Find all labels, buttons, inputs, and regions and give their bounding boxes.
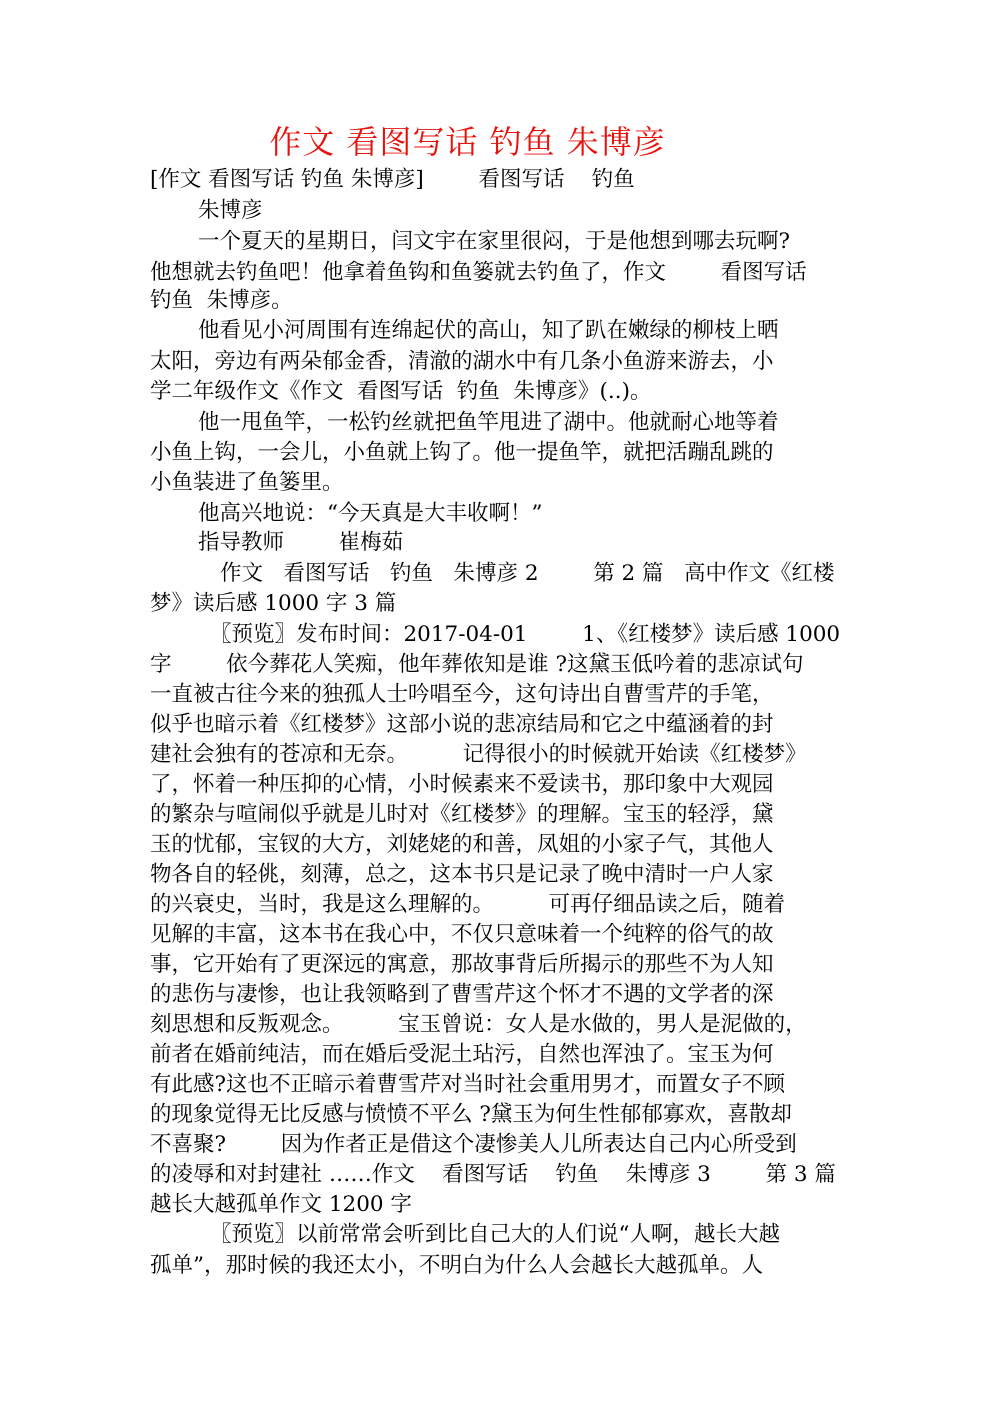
text-line: 的悲伤与凄惨，也让我领略到了曹雪芹这个怀才不遇的文学者的深 bbox=[150, 982, 774, 1007]
text-line: 梦》读后感 1000 字 3 篇 bbox=[150, 591, 397, 616]
text-line: 他一甩鱼竿，一松钓丝就把鱼竿甩进了湖中。他就耐心地等着 bbox=[198, 410, 779, 435]
text-line: 似乎也暗示着《红楼梦》这部小说的悲凉结局和它之中蕴涵着的封 bbox=[150, 712, 774, 737]
document-title: 作文 看图写话 钓鱼 朱博彦 bbox=[269, 123, 666, 161]
text-line: 〖预览〗发布时间：2017-04-01 1、《红楼梦》读后感 1000 bbox=[210, 622, 841, 647]
text-line: 孤单”，那时候的我还太小，不明白为什么人会越长大越孤单。人 bbox=[150, 1253, 763, 1278]
text-line: 见解的丰富，这本书在我心中，不仅只意味着一个纯粹的俗气的故 bbox=[150, 922, 774, 947]
text-line: 前者在婚前纯洁，而在婚后受泥土玷污，自然也浑浊了。宝玉为何 bbox=[150, 1042, 774, 1067]
text-line: 的兴衰史，当时，我是这么理解的。 可再仔细品读之后，随着 bbox=[150, 892, 786, 917]
text-line: 一个夏天的星期日，闫文宇在家里很闷，于是他想到哪去玩啊? bbox=[198, 229, 791, 254]
text-line: 的凌辱和对封建社 ……作文 看图写话 钓鱼 朱博彦 3 第 3 篇 bbox=[150, 1162, 836, 1187]
text-line: 学二年级作文《作文 看图写话 钓鱼 朱博彦》(..)。 bbox=[150, 379, 652, 404]
text-line: 字 依今葬花人笑痴，他年葬侬知是谁 ?这黛玉低吟着的悲凉试句 bbox=[150, 652, 804, 677]
text-line: 不喜聚? 因为作者正是借这个凄惨美人儿所表达自己内心所受到 bbox=[150, 1132, 797, 1157]
text-line: 物各自的轻佻，刻薄，总之，这本书只是记录了晚中清时一户人家 bbox=[150, 862, 774, 887]
text-line: 了，怀着一种压抑的心情，小时候素来不爱读书，那印象中大观园 bbox=[150, 772, 774, 797]
text-line: 他高兴地说：“今天真是大丰收啊！” bbox=[198, 501, 543, 526]
text-line: 朱博彦 bbox=[198, 198, 263, 223]
text-line: 〖预览〗以前常常会听到比自己大的人们说“人啊，越长大越 bbox=[210, 1222, 780, 1247]
text-line: 钓鱼 朱博彦。 bbox=[150, 288, 293, 313]
text-line: 小鱼装进了鱼篓里。 bbox=[150, 470, 344, 495]
text-line: 玉的忧郁，宝钗的大方，刘姥姥的和善，凤姐的小家子气，其他人 bbox=[150, 832, 774, 857]
text-line: 一直被古往今来的独孤人士吟唱至今，这句诗出自曹雪芹的手笔， bbox=[150, 682, 774, 707]
text-line: 他想就去钓鱼吧！他拿着鱼钩和鱼篓就去钓鱼了，作文 看图写话 bbox=[150, 260, 807, 285]
text-line: 事，它开始有了更深远的寓意，那故事背后所揭示的那些不为人知 bbox=[150, 952, 774, 977]
text-line: 的繁杂与喧闹似乎就是儿时对《红楼梦》的理解。宝玉的轻浮，黛 bbox=[150, 802, 774, 827]
text-line: 有此感?这也不正暗示着曹雪芹对当时社会重用男才，而置女子不顾 bbox=[150, 1072, 786, 1097]
text-line: 太阳，旁边有两朵郁金香，清澈的湖水中有几条小鱼游来游去，小 bbox=[150, 349, 774, 374]
text-line: [作文 看图写话 钓鱼 朱博彦] 看图写话 钓鱼 bbox=[150, 167, 635, 192]
text-line: 作文 看图写话 钓鱼 朱博彦 2 第 2 篇 高中作文《红楼 bbox=[220, 561, 835, 586]
text-line: 的现象觉得无比反感与愤愤不平么 ?黛玉为何生性郁郁寡欢，喜散却 bbox=[150, 1102, 792, 1127]
text-line: 刻思想和反叛观念。 宝玉曾说：女人是水做的，男人是泥做的， bbox=[150, 1012, 807, 1037]
text-line: 建社会独有的苍凉和无奈。 记得很小的时候就开始读《红楼梦》 bbox=[150, 742, 807, 767]
text-line: 越长大越孤单作文 1200 字 bbox=[150, 1192, 412, 1217]
text-line: 指导教师 崔梅茹 bbox=[198, 530, 404, 555]
text-line: 小鱼上钩，一会儿，小鱼就上钩了。他一提鱼竿，就把活蹦乱跳的 bbox=[150, 440, 774, 465]
text-line: 他看见小河周围有连绵起伏的高山，知了趴在嫩绿的柳枝上晒 bbox=[198, 318, 779, 343]
